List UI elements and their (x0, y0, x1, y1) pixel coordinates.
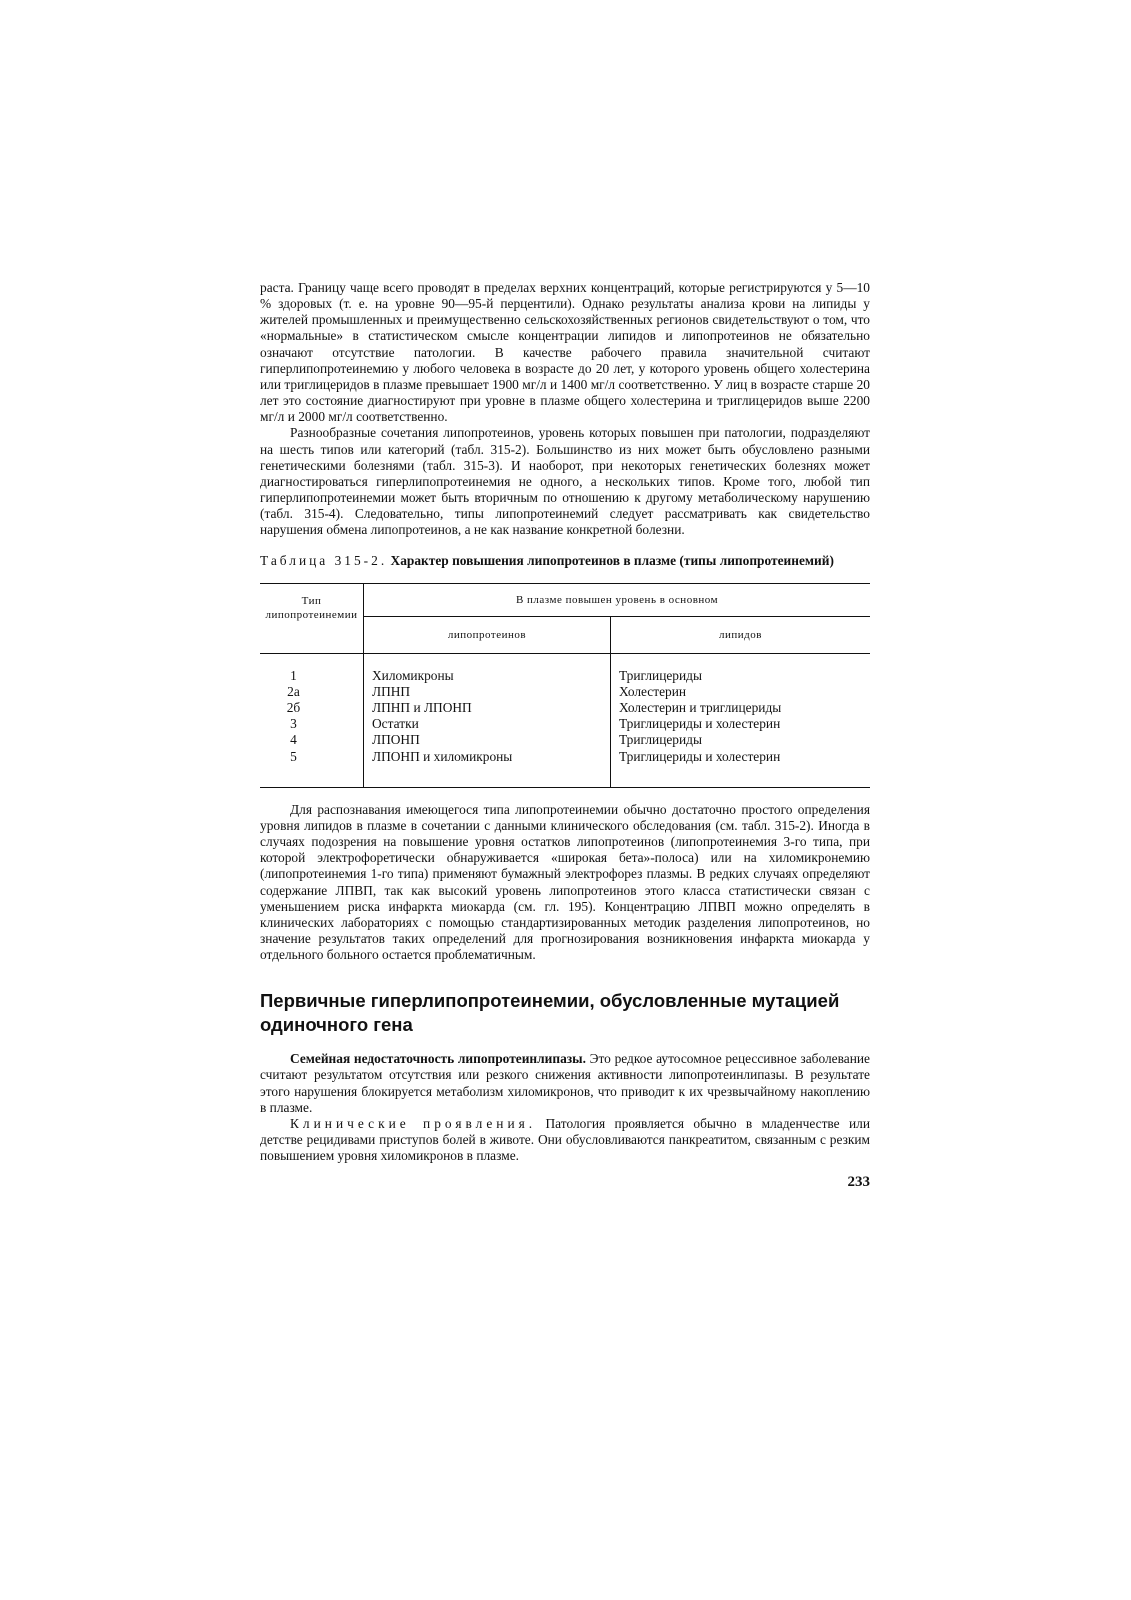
table-cell-lipoproteins: Остатки (364, 716, 611, 732)
paragraph-term: Семейная недостаточность липопротеинлипазы. (290, 1051, 586, 1067)
table-cell-lipoproteins: ЛПОНП и хиломикроны (364, 749, 611, 788)
table-cell-lipids: Триглицериды и холестерин (619, 716, 781, 732)
table-header-type: Тип липопротеинемии (260, 583, 364, 653)
table-row (260, 653, 870, 684)
table-caption (260, 553, 870, 569)
table-cell-lipids: Холестерин и триглицериды (619, 699, 782, 715)
table-header-lipoproteins: липопротеинов (364, 616, 611, 653)
paragraph-diagnosis: Для распознавания имеющегося типа липопротеинемии обычно достаточно простого определения уровня липидов в плазме в сочетании с данными клинического обследования (см. табл. 315-2). Иногда в случаях подозрения на повышение уровня остатков липопротеинов (липопротеинемия 3-го типа, при которой электрофоретически обнаруживается «широкая бета»-полоса) или на хиломикронемию (липопротеинемия 1-го типа) применяют бумажный электрофорез плазмы. В редких случаях определяют содержание ЛПВП, так как высокий уровень липопротеинов этого класса статистически связан с уменьшением риска инфаркта миокарда (см. гл. 195). Концентрацию ЛПВП можно определять в клинических лабораториях с помощью стандартизированных методик разделения липопротеинов, но значение результатов таких определений для прогнозирования возникновения инфаркта миокарда у отдельного больного остается проблематичным. (260, 801, 870, 963)
table-cell-lipoproteins: ЛПНП (364, 684, 611, 700)
table-row (260, 684, 870, 700)
table-caption-label: Таблица 315-2. (260, 552, 388, 568)
table-header-group: В плазме повышен уровень в основном (364, 583, 871, 616)
table-cell-lipids: Триглицериды (619, 732, 702, 748)
table-cell-lipoproteins: ЛПНП и ЛПОНП (364, 700, 611, 716)
paragraph-body: Это редкое аутосомное рецессивное заболевание считают результатом отсутствия или резкого снижения активности липопротеинлипазы. В результате этого нарушения блокируется метаболизм хиломикронов, что приводит к их чрезвычайному накоплению в плазме. (260, 1051, 870, 1115)
paragraph-lipase-deficiency (260, 1051, 870, 1116)
lipoprotein-types-table (260, 583, 870, 788)
table-cell-lipids: Холестерин (619, 683, 687, 699)
table-cell-type: 2а (287, 683, 300, 699)
page-number: 233 (847, 1174, 870, 1191)
table-row (260, 749, 870, 788)
table-cell-lipoproteins: ЛПОНП (364, 732, 611, 748)
table-row (260, 700, 870, 716)
table-row (260, 732, 870, 748)
paragraph-continuation: раста. Границу чаще всего проводят в пределах верхних концентраций, которые регистрируются у 5—10 % здоровых (т. е. на уровне 90—95-й перцентили). Однако результаты анализа крови на липиды у жителей промышленных и преимущественно сельскохозяйственных регионов свидетельствуют о том, что «нормальные» в статистическом смысле концентрации липидов и липопротеинов не обязательно означают отсутствие патологии. В качестве рабочего правила значительной считают гиперлипопротеинемию у любого человека в возрасте до 20 лет, у которого уровень общего холестерина или триглицеридов в плазме превышает 1900 мг/л и 1400 мг/л соответственно. У лиц в возрасте старше 20 лет это состояние диагностируют при уровне в плазме общего холестерина и триглицеридов выше 2200 мг/л и 2000 мг/л соответственно. (260, 280, 870, 425)
paragraph-lipoprotein-types: Разнообразные сочетания липопротеинов, уровень которых повышен при патологии, подразделяют на шесть типов или категорий (табл. 315-2). Большинство из них может быть обусловлено разными генетическими болезнями (табл. 315-3). И наоборот, при некоторых генетических болезнях может диагностироваться гиперлипопротеинемия не одного, а нескольких типов. Кроме того, любой тип гиперлипопротеинемии может быть вторичным по отношению к другому метаболическому нарушению (табл. 315-4). Следовательно, типы липопротеинемий следует рассматривать как свидетельство нарушения обмена липопротеинов, а не как название конкретной болезни. (260, 425, 870, 538)
table-caption-title: Характер повышения липопротеинов в плазме (типы липопротеинемий) (390, 552, 834, 568)
table-row (260, 716, 870, 732)
table-cell-type: 1 (290, 667, 297, 683)
table-cell-lipids: Триглицериды (619, 667, 702, 683)
table-cell-lipoproteins: Хиломикроны (364, 653, 611, 684)
paragraph-clinical (260, 1116, 870, 1164)
table-cell-type: 5 (260, 749, 364, 788)
table-cell-lipids: Триглицериды и холестерин (611, 749, 871, 788)
document-page (260, 280, 870, 1191)
table-cell-type: 4 (290, 732, 297, 748)
table-cell-type: 2б (286, 699, 301, 715)
table-header-lipids: липидов (611, 616, 871, 653)
paragraph-label: Клинические проявления. (290, 1115, 537, 1131)
paragraph-body: Патология проявляется обычно в младенчестве или детстве рецидивами приступов болей в животе. Они обусловливаются панкреатитом, связанным с резким повышением уровня хиломикронов в плазме. (260, 1115, 870, 1164)
section-heading: Первичные гиперлипопротеинемии, обусловленные мутацией одиночного гена (260, 990, 840, 1036)
table-cell-type: 3 (290, 716, 297, 732)
